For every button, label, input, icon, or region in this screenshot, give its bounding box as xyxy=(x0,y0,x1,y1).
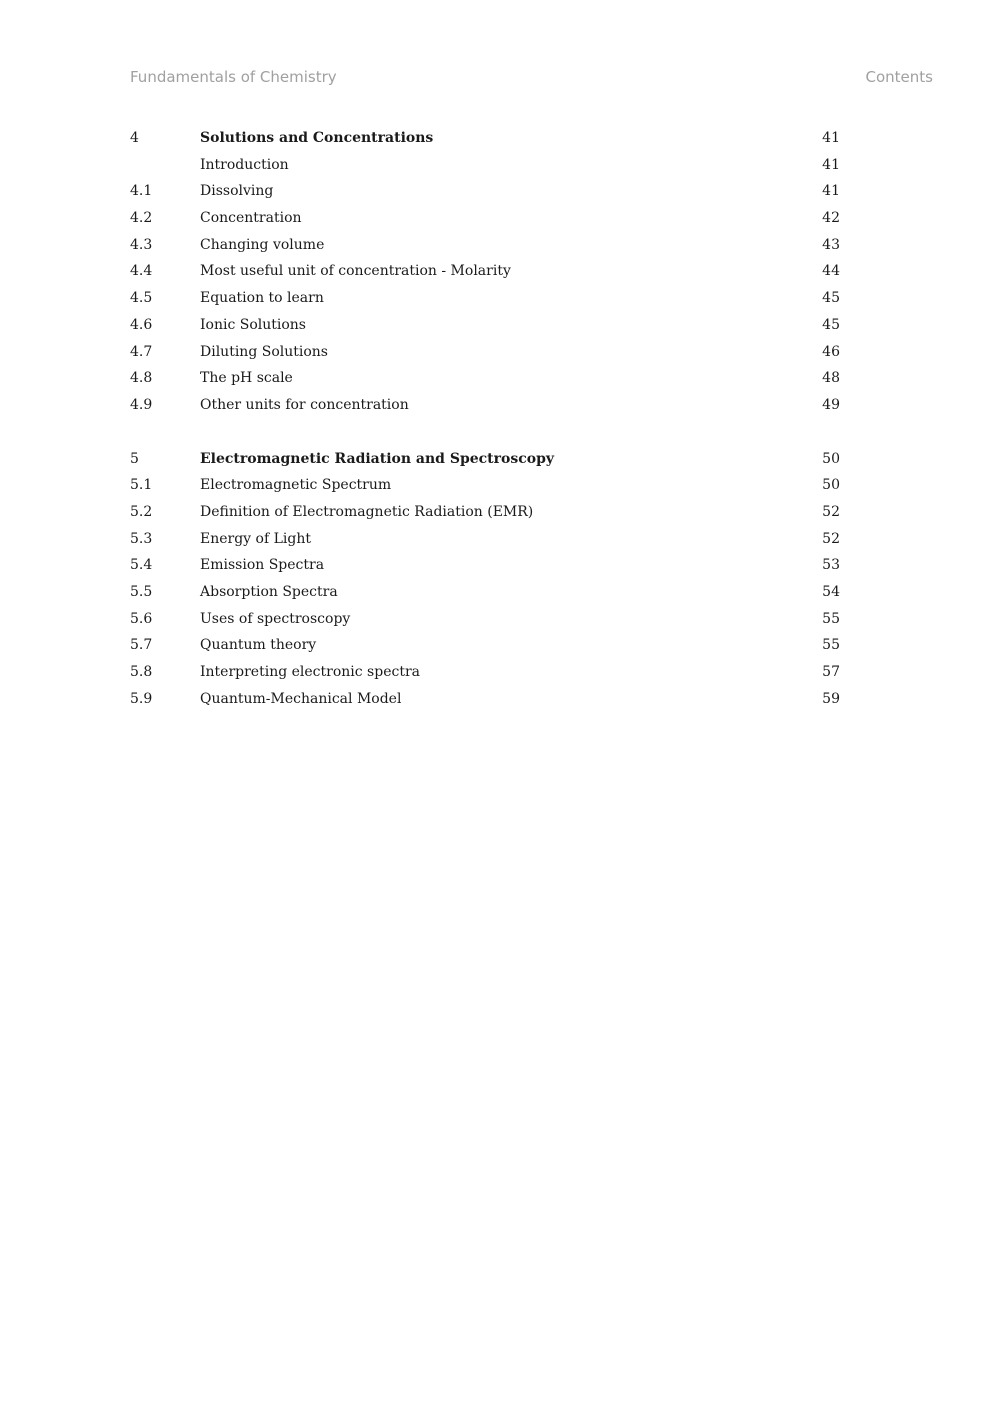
entry-title: Dissolving xyxy=(200,183,274,200)
page-number: 41 xyxy=(822,183,840,200)
page-number: 54 xyxy=(822,584,840,600)
page-number: 41 xyxy=(822,130,840,146)
entry-title: Equation to learn xyxy=(200,290,324,307)
toc-entry[interactable] xyxy=(130,152,840,179)
toc-entry[interactable] xyxy=(130,632,840,659)
entry-number: 5.7 xyxy=(130,637,153,654)
entry-number: 5.3 xyxy=(130,530,153,547)
entry-number: 4.2 xyxy=(130,210,153,227)
toc-entry[interactable] xyxy=(130,312,840,339)
page-number: 59 xyxy=(822,690,840,707)
page-number: 45 xyxy=(822,316,840,333)
page-number: 44 xyxy=(822,263,840,280)
entry-title: Ionic Solutions xyxy=(200,316,306,333)
chapter-title: Electromagnetic Radiation and Spectroscopy xyxy=(200,450,555,467)
chapter-section xyxy=(130,125,840,419)
entry-title: Most useful unit of concentration - Molarity xyxy=(200,263,511,280)
entry-number: 5.9 xyxy=(130,690,153,707)
entry-title: Uses of spectroscopy xyxy=(200,610,351,627)
running-header xyxy=(130,68,933,90)
page-number: 46 xyxy=(822,343,840,360)
toc-entry[interactable] xyxy=(130,258,840,285)
entry-title: Diluting Solutions xyxy=(200,343,328,360)
toc-entry[interactable] xyxy=(130,659,840,686)
entry-number: 4.5 xyxy=(130,290,153,307)
toc-entry[interactable] xyxy=(130,526,840,553)
entry-number: 4.6 xyxy=(130,316,153,333)
toc-entry[interactable] xyxy=(130,178,840,205)
entry-number: 4.4 xyxy=(130,263,153,280)
entry-title: Energy of Light xyxy=(200,530,311,547)
page-number: 52 xyxy=(822,503,840,520)
toc-entry[interactable] xyxy=(130,365,840,392)
entry-number: 4.1 xyxy=(130,183,153,200)
entry-title: Introduction xyxy=(200,156,289,173)
entry-number: 5.8 xyxy=(130,664,153,681)
page-number: 55 xyxy=(822,637,840,654)
entry-title: Quantum-Mechanical Model xyxy=(200,690,402,707)
entry-number: 4.7 xyxy=(130,343,153,360)
entry-number: 5.6 xyxy=(130,610,153,627)
chapter-title: Solutions and Concentrations xyxy=(200,130,434,146)
entry-number: 4.3 xyxy=(130,236,153,253)
page-number: 41 xyxy=(822,156,840,173)
page-number: 55 xyxy=(822,610,840,627)
entry-number: 5.4 xyxy=(130,557,153,574)
table-of-contents xyxy=(130,125,840,712)
chapter-number: 4 xyxy=(130,130,139,146)
book-title: Fundamentals of Chemistry xyxy=(130,68,337,86)
entry-title: Interpreting electronic spectra xyxy=(200,664,420,681)
page-number: 57 xyxy=(822,664,840,681)
toc-entry[interactable] xyxy=(130,606,840,633)
entry-number: 4.8 xyxy=(130,370,153,387)
page-number: 50 xyxy=(822,477,840,494)
toc-entry[interactable] xyxy=(130,472,840,499)
toc-entry[interactable] xyxy=(130,579,840,606)
entry-title: The pH scale xyxy=(200,370,293,387)
toc-entry[interactable] xyxy=(130,499,840,526)
page-number: 50 xyxy=(822,450,840,467)
chapter-heading[interactable] xyxy=(130,446,840,473)
section-label: Contents xyxy=(865,68,933,86)
entry-title: Emission Spectra xyxy=(200,557,325,574)
entry-number: 5.2 xyxy=(130,503,153,520)
entry-title: Electromagnetic Spectrum xyxy=(200,477,392,494)
entry-title: Concentration xyxy=(200,210,302,227)
page-number: 52 xyxy=(822,530,840,547)
entry-number: 4.9 xyxy=(130,396,153,413)
page-number: 42 xyxy=(822,210,840,227)
page-number: 53 xyxy=(822,557,840,574)
toc-entry[interactable] xyxy=(130,205,840,232)
entry-title: Quantum theory xyxy=(200,637,317,654)
entry-title: Other units for concentration xyxy=(200,396,409,413)
page-number: 48 xyxy=(822,370,840,387)
page-number: 45 xyxy=(822,290,840,307)
entry-number: 5.5 xyxy=(130,584,153,600)
entry-number: 5.1 xyxy=(130,477,153,494)
entry-title: Changing volume xyxy=(200,236,325,253)
toc-entry[interactable] xyxy=(130,392,840,419)
toc-entry[interactable] xyxy=(130,686,840,713)
toc-entry[interactable] xyxy=(130,339,840,366)
toc-entry[interactable] xyxy=(130,232,840,259)
toc-entry[interactable] xyxy=(130,552,840,579)
page-number: 43 xyxy=(822,236,840,253)
chapter-heading[interactable] xyxy=(130,125,840,152)
chapter-number: 5 xyxy=(130,450,139,467)
page-number: 49 xyxy=(822,396,840,413)
toc-entry[interactable] xyxy=(130,285,840,312)
chapter-section xyxy=(130,446,840,713)
entry-title: Definition of Electromagnetic Radiation (EMR) xyxy=(200,503,534,520)
entry-title: Absorption Spectra xyxy=(200,584,338,600)
